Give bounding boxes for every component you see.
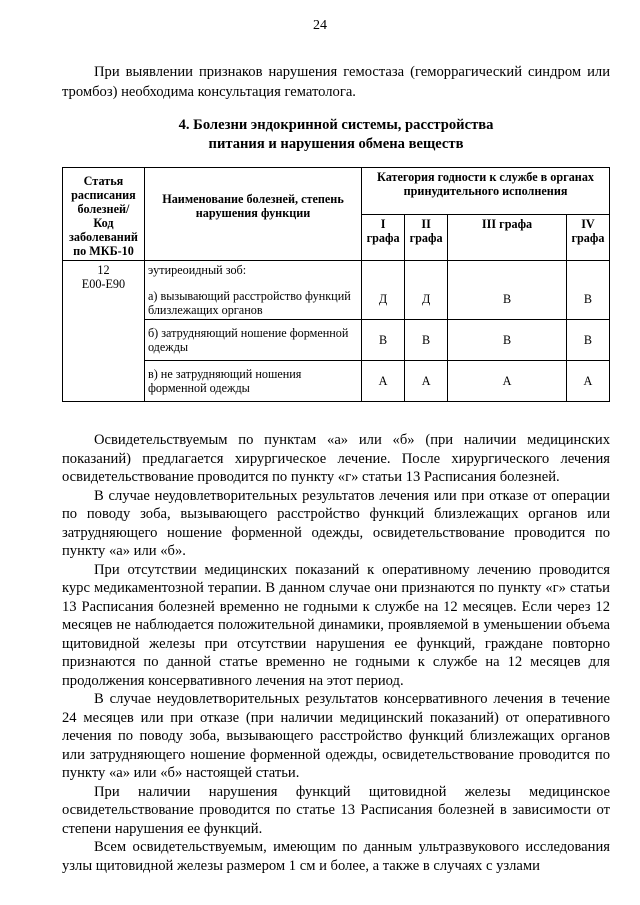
row-b-name: б) затрудняющий ношение форменной одежды	[144, 320, 361, 361]
row-c-g2: А	[405, 361, 448, 402]
row-a-g4: В	[566, 261, 609, 320]
paragraph: При отсутствии медицинских показаний к оперативному лечению проводится курс медикаментозной терапии. В данном случае они признаются по пункту «г» статьи 13 Расписания болезней временно не годными к службе на 12 месяцев. Если через 12 месяцев не наблюдается положительной динамики, проявляемой в уменьшении объема щитовидной железы при отсутствии нарушения ее функций, граждане повторно признаются по данной статье временно не годными к службе на 12 месяцев для продолжения консервативного лечения на этот период.	[62, 561, 610, 689]
section-heading	[62, 116, 610, 154]
body-text	[62, 431, 610, 875]
row-a-g1: Д	[362, 261, 405, 320]
table-row	[63, 261, 610, 320]
row-c-g3: А	[448, 361, 567, 402]
row-a-label: а) вызывающий расстройство функций близлежащих органов	[147, 289, 351, 317]
row-b-g4: В	[566, 320, 609, 361]
header-col-3: III графа	[448, 214, 567, 261]
row-b-g3: В	[448, 320, 567, 361]
table-row	[63, 361, 610, 402]
group-title: эутиреоидный зоб:	[147, 263, 247, 277]
paragraph: В случае неудовлетворительных результатов консервативного лечения в течение 24 месяцев или при отказе (при наличии медицинский показаний) от оперативного лечения по поводу зоба, вызывающего расстройство функций близлежащих органов или затрудняющего ношение форменной одежды, освидетельствование проводится по пункту «а» или «б» настоящей статьи.	[62, 691, 610, 781]
header-disease-name: Наименование болезней, степень нарушения функции	[144, 168, 361, 261]
article-number: 12	[97, 263, 110, 277]
table-row	[63, 320, 610, 361]
row-b-g1: В	[362, 320, 405, 361]
header-col-1: I графа	[362, 214, 405, 261]
row-a-name	[144, 261, 361, 320]
row-b-g2: В	[405, 320, 448, 361]
paragraph: Всем освидетельствуемым, имеющим по данным ультразвукового исследования узлы щитовидной железы размером 1 см и более, а также в случаях с узлами	[62, 839, 610, 874]
header-category: Категория годности к службе в органах принудительного исполнения	[362, 168, 610, 215]
row-a-g2: Д	[405, 261, 448, 320]
intro-paragraph: При выявлении признаков нарушения гемостаза (геморрагический синдром или тромбоз) необходима консультация гематолога.	[62, 64, 610, 100]
paragraph: При наличии нарушения функций щитовидной железы медицинское освидетельствование проводится по статье 13 Расписания болезней в зависимости от степени нарушения ее функций.	[62, 783, 610, 837]
page-number: 24	[313, 18, 327, 33]
section-title-line2: питания и нарушения обмена веществ	[208, 136, 464, 152]
article-code: E00-E90	[81, 277, 126, 291]
header-article: Статья расписания болезней/ Код заболеваний по МКБ-10	[63, 168, 145, 261]
row-c-g4: А	[566, 361, 609, 402]
paragraph: В случае неудовлетворительных результатов лечения или при отказе от операции по поводу зоба, вызывающего расстройство функций близлежащих органов или затрудняющего ношение форменной одежды, освидетельствование проводится по пункту «а» или «б».	[62, 487, 610, 559]
fitness-category-table	[62, 167, 610, 402]
row-a-g3: В	[448, 261, 567, 320]
article-cell	[63, 261, 145, 402]
paragraph: Освидетельствуемым по пунктам «а» или «б» (при наличии медицинских показаний) предлагается хирургическое лечение. После хирургического лечения освидетельствование проводится по пункту «г» статьи 13 Расписания болезней.	[62, 432, 610, 485]
header-col-4: IV графа	[566, 214, 609, 261]
section-title-line1: 4. Болезни эндокринной системы, расстройства	[178, 117, 494, 133]
row-c-g1: А	[362, 361, 405, 402]
row-c-name: в) не затрудняющий ношения форменной одежды	[144, 361, 361, 402]
header-col-2: II графа	[405, 214, 448, 261]
